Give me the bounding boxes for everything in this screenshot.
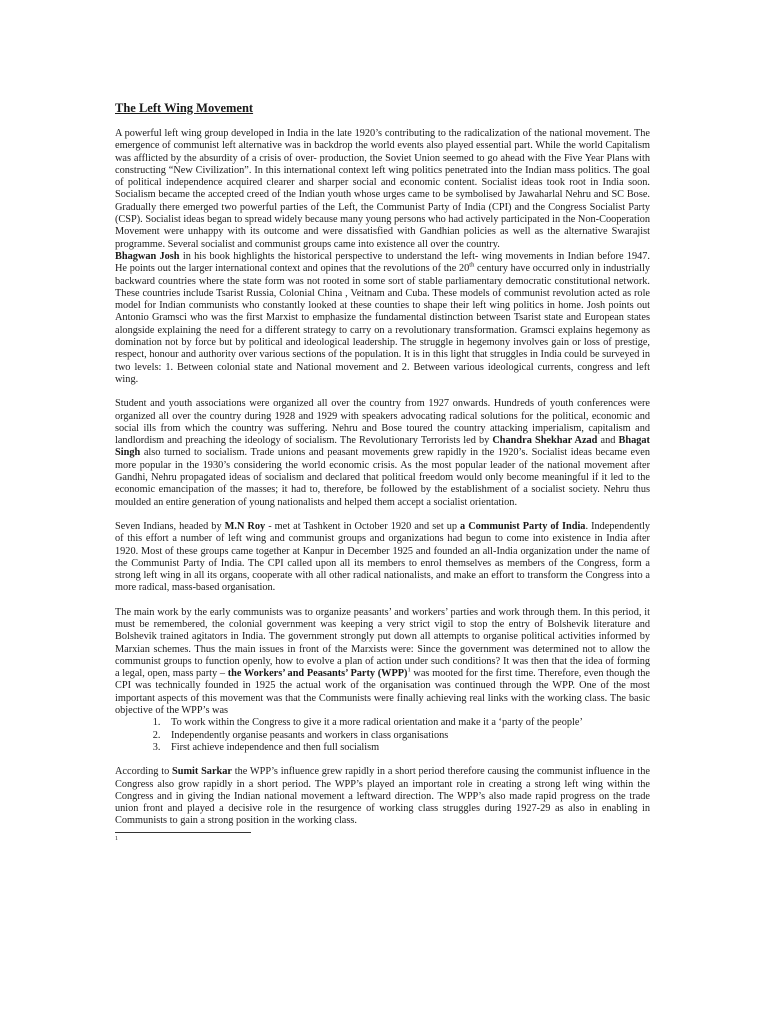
- text-span: The main work by the early communists was to organize peasants’ and workers’ parties and work through them. In this period, it must be remembered, the colonial government was keeping a very strict vigil to stop the entry of Bolshevik literature and Bolshevik trained agitators in India. The government strongly put down all attempts to organise political activities informed by Marxian schemes. Thus the main issues in front of the Marxists were: Since the government was determined not to allow the communist groups to function openly, how to evolve a plan of action under such conditions? It was then that the idea of forming a legal, open, mass party –: [115, 606, 650, 680]
- text-span: . Independently of this effort a number of left wing and communist groups and organizations had begun to come into existence in India after 1920. Most of these groups came together at Kanpur in December 1925 and founded an all-India organization under the name of the Communist Party of India. The CPI called upon all its members to enrol themselves as members of the Congress, form a strong left wing in all its organs, cooperate with all other radical nationalists, and make an effort to transform the Congress into a more radical, mass-based organisation.: [115, 520, 650, 594]
- objectives-list: [115, 717, 650, 754]
- text-span: Student and youth associations were organized all over the country from 1927 onwards. Hundreds of youth conferences were organized all over the country during 1928 and 1929 with speakers advocating radical solutions for the political, economic and social ills from which the country was suffering. Nehru and Bose toured the country attacking imperialism, capitalism and landlordism and preaching the ideology of socialism. The Revolutionary Terrorists led by: [115, 398, 650, 447]
- document-title: The Left Wing Movement: [115, 101, 254, 115]
- bold-wpp: the Workers’ and Peasants’ Party (WPP): [227, 668, 408, 680]
- paragraph-mn-roy: [115, 521, 650, 595]
- list-item: 3. First achieve independence and then full socialism: [163, 742, 650, 754]
- text-span: According to: [115, 766, 172, 778]
- text-span: was mooted for the first time. Therefore, even though the CPI was technically founded in 1925 the actual work of the organisation was continued through the WPP. One of the most important aspects of this movement was that the Communists were finally achieving real links with the working class. The basic objective of the WPP’s was: [115, 668, 651, 717]
- footnote-reference: 1: [407, 666, 411, 674]
- superscript-th: th: [469, 261, 475, 269]
- text-span: also turned to socialism. Trade unions and peasant movements grew rapidly in the 1920’s. Socialist ideas became even more popular in the 1930’s considering the world economic crisis. As the most popular leader of the national movement after Gandhi, Nehru propagated ideas of socialism and declared that political freedom would only become meaningful if it led to the economic emancipation of the masses; it had to, therefore, be followed by the establishment of a socialist society. Nehru thus moulded an entire generation of young nationalists and helped them accept a socialist orientation.: [115, 447, 650, 508]
- bold-name-mn-roy: M.N Roy: [224, 520, 266, 532]
- footnote-marker: 1: [115, 835, 118, 842]
- bold-name-bhagat-singh: Bhagat Singh: [115, 435, 650, 459]
- paragraph-intro: A powerful left wing group developed in India in the late 1920’s contributing to the radicalization of the national movement. The emergence of communist left alternative was in backdrop the world events also played essential part. While the world Capitalism was afflicted by the absurdity of a crisis of over- production, the Soviet Union seemed to go ahead with the Five Year Plans with constructing “New Civilization”. In this international context left wing politics penetrated into the Indian mass politics. The goal of political independence acquired clearer and sharper social and economic content. Socialist ideas took root in India soon. Socialism became the accepted creed of the Indian youth whose urges came to be symbolised by Jawaharlal Nehru and SC Bose. Gradually there emerged two powerful parties of the Left, the Communist Party of India (CPI) and the Congress Socialist Party (CSP). Socialist ideas began to spread widely because many young persons who had actively participated in the Non-Cooperation Movement were unhappy with its outcome and were dissatisfied with Gandhian policies as well as the alternative Swarajist programme. Several socialist and communist groups came into existence all over the country.: [115, 128, 650, 250]
- paragraph-bhagwan-josh: [115, 251, 650, 386]
- paragraph-wpp: [115, 607, 650, 718]
- list-item: 1. To work within the Congress to give it a more radical orientation and make it a ‘party of the people’: [163, 717, 650, 729]
- list-item: 2. Independently organise peasants and workers in class organisations: [163, 730, 650, 742]
- text-span: Seven Indians, headed by: [115, 520, 225, 532]
- bold-name-azad: Chandra Shekhar Azad: [492, 435, 598, 447]
- document-page: [115, 101, 650, 843]
- bold-communist-party: a Communist Party of India: [460, 520, 586, 532]
- footnote-divider: [115, 832, 251, 833]
- bold-name-sumit-sarkar: Sumit Sarkar: [172, 766, 232, 778]
- text-span: in his book highlights the historical perspective to understand the left- wing movements in Indian before 1947. He points out the larger international context and opines that the revolutions of the 20: [115, 250, 650, 275]
- text-span: the WPP’s influence grew rapidly in a short period therefore causing the communist influence in the Congress also grow rapidly in a short period. The WPP’s played an important role in creating a strong left wing within the Congress and in giving the Indian national movement a leftward direction. The WPP’s also made rapid progress on the trade union front and played a decisive role in the resurgence of working class struggles during 1927-29 as also in enabling in Communists to gain a strong position in the working class.: [115, 766, 650, 827]
- bold-name-bhagwan-josh: Bhagwan Josh: [115, 250, 180, 262]
- text-span: and: [597, 435, 619, 447]
- text-span: century have occurred only in industrially backward countries where the state form was not rooted in some sort of stable parliamentary democratic constitutional network. These countries include Tsarist Russia, Colonial China , Veitnam and Cuba. These models of communist revolution acted as role model for Indian communists who constantly looked at these counties to shape their left wing politics in home. Josh points out Antonio Gramsci who was the first Marxist to emphasize the fundamental distinction between Tsarist state and European states alongside explaining the need for a different strategy to carry on a revolutionary transformation. Gramsci explains hegemony as domination not by force but by political and ideological leadership. The struggle in hegemony involves gain or loss of prestige, respect, honour and authority over various sections of the population. It is in this light that struggles in India could be surveyed in two levels: 1. Between colonial state and National movement and 2. Between various ideological currents, congress and left wing.: [115, 263, 650, 385]
- paragraph-sumit-sarkar: [115, 766, 650, 827]
- text-span: - met at Tashkent in October 1920 and set up: [265, 520, 461, 532]
- paragraph-youth-associations: [115, 398, 650, 509]
